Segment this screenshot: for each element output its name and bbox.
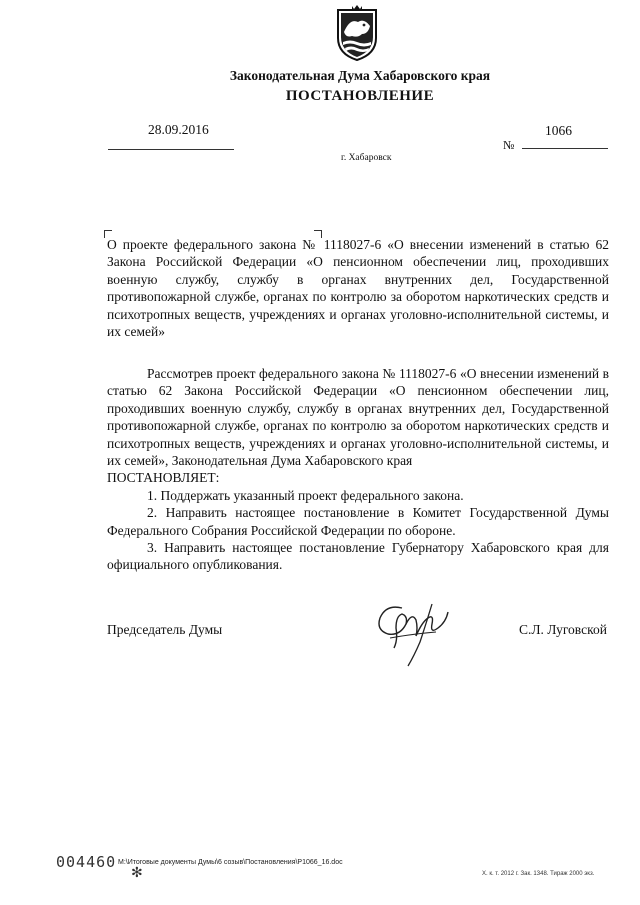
document-body [107,365,609,574]
organization-name: Законодательная Дума Хабаровского края [229,68,491,83]
city: г. Хабаровск [341,153,392,163]
document-date: 28.09.2016 [148,122,209,137]
intro-paragraph: Рассмотрев проект федерального закона № 1118027-6 «О внесении изменений в статью 62 Закона Российской Федерации «О пенсионном обеспечении лиц, проходивших военную службу, службу в органах внутренних дел, Государственной противопожарной службе, органах по контролю за оборотом наркотических средств и психотропных веществ, учреждениях и органах уголовно-исполнительной системы, и их семей», Законодательная Дума Хабаровского края [107,366,609,469]
document-type: ПОСТАНОВЛЕНИЕ [285,88,435,104]
signer-position: Председатель Думы [107,622,223,637]
number-sign: № [503,138,515,152]
file-path: M:\Итоговые документы Думы\6 созыв\Постановления\Р1066_16.doc [118,859,343,866]
serial-number: 004460 [56,853,117,871]
number-underline [522,148,608,149]
asterisk-mark-icon: ✻ [131,866,143,881]
document-title: О проекте федерального закона № 1118027-6 «О внесении изменений в статью 62 Закона Российской Федерации «О пенсионном обеспечении лиц, проходивших военную службу, службу в органах внутренних дел, Государственной противопожарной службе, органах по контролю за оборотом наркотических средств и психотропных веществ, учреждениях и органах уголовно-исполнительной системы, и их семей» [107,237,609,340]
print-info: Х. к. т. 2012 г. Зак. 1348. Тираж 2000 экз. [482,871,595,877]
resolution-item: 1. Поддержать указанный проект федерального закона. [147,487,464,503]
resolution-item: 2. Направить настоящее постановление в Комитет Государственной Думы Федерального Собрания Российской Федерации по обороне. [107,505,609,538]
coat-of-arms-icon [334,4,380,62]
resolves-heading: ПОСТАНОВЛЯЕТ: [107,470,220,486]
document-number: 1066 [545,123,572,138]
date-underline [108,149,234,150]
handwritten-signature [372,594,454,670]
signer-name: С.Л. Луговской [519,622,607,637]
resolution-item: 3. Направить настоящее постановление Губернатору Хабаровского края для официального опубликования. [107,540,609,573]
